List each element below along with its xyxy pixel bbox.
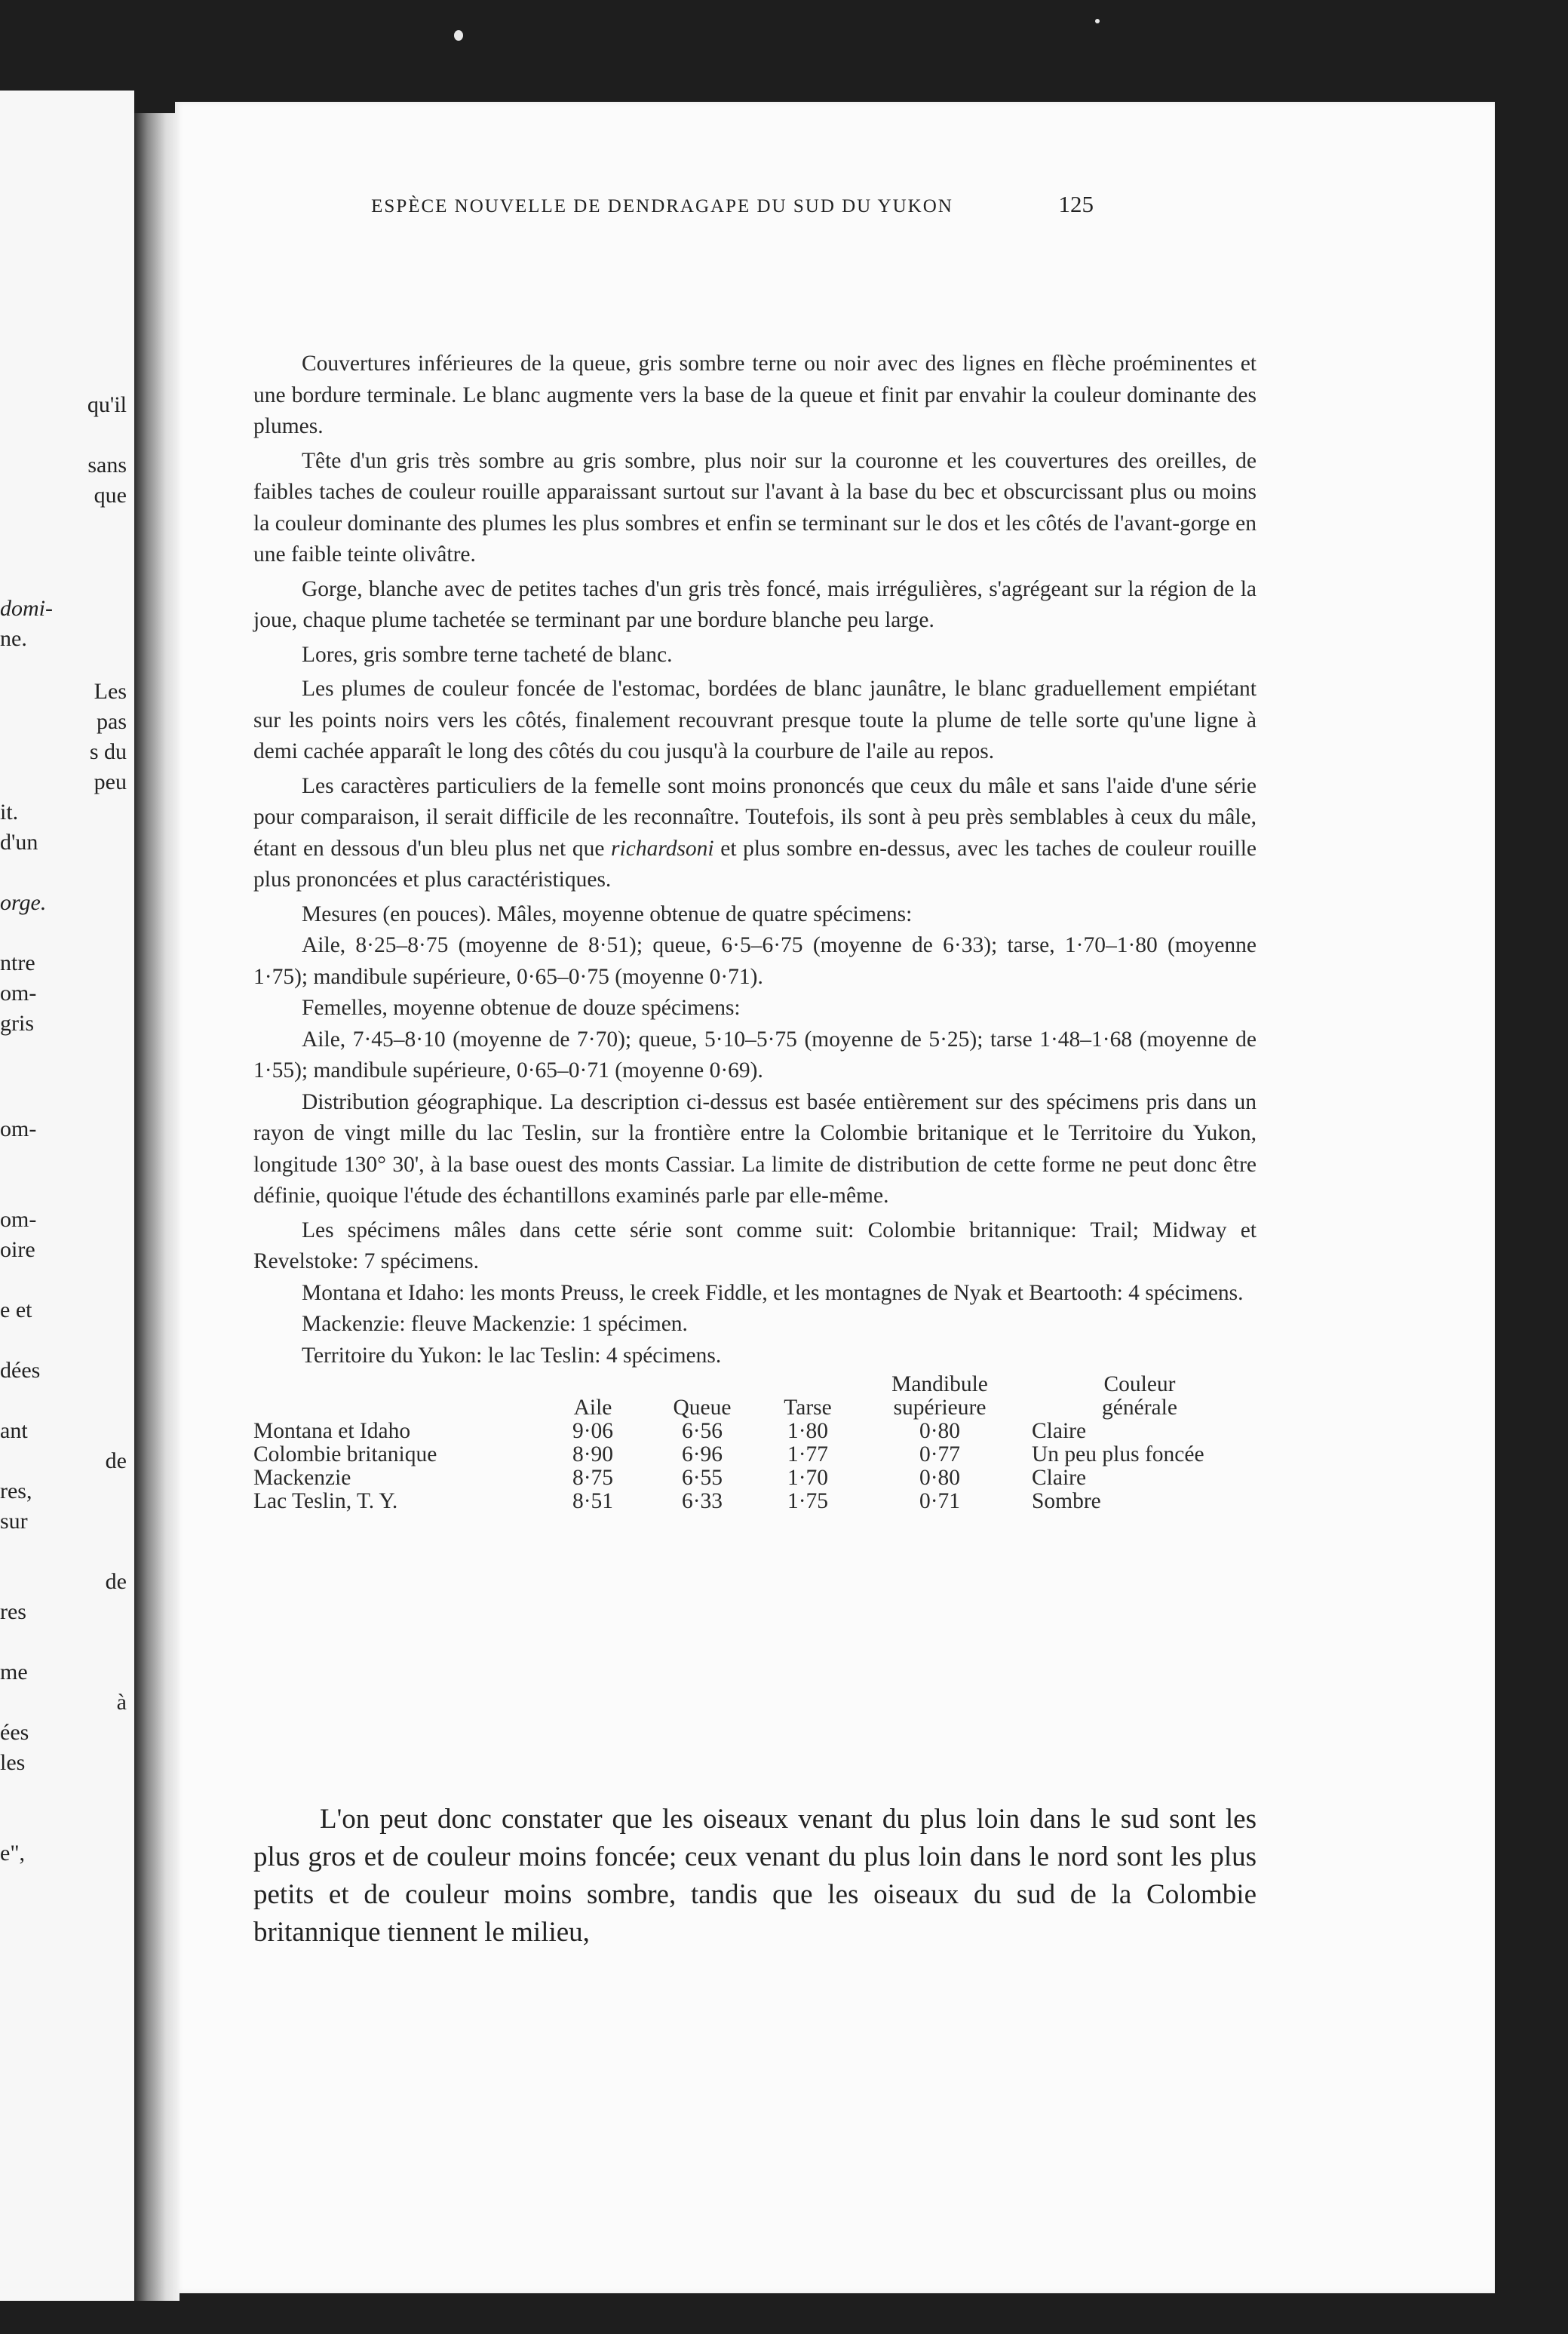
closing-paragraph xyxy=(253,1801,1257,1952)
cut-off-text-fragment: Les xyxy=(94,679,127,704)
cut-off-text-fragment: de xyxy=(105,1569,127,1594)
paragraph-text: et plus sombre en-dessus, avec les taches de couleur rouille plus prononcées et plus caractéristiques. xyxy=(253,836,1257,892)
cut-off-text-fragment: om- xyxy=(0,981,37,1006)
measurements-table xyxy=(253,1373,1257,1513)
mandibule-value: 0·77 xyxy=(919,1442,961,1466)
cut-off-text-fragment: dées xyxy=(0,1358,41,1383)
header-line: Couleur xyxy=(1103,1372,1176,1396)
row-location: Lac Teslin, T. Y. xyxy=(253,1489,398,1513)
cut-off-text-fragment: à xyxy=(116,1690,127,1715)
paragraph: Gorge, blanche avec de petites taches d'un gris très foncé, mais irrégulières, s'agrégeant sur la région de la joue, chaque plume tachetée se terminant par une bordure blanche peu large. xyxy=(253,576,1257,632)
cut-off-text-fragment: res xyxy=(0,1599,26,1624)
queue-value: 6·56 xyxy=(681,1419,723,1443)
book-gutter xyxy=(134,113,180,2301)
queue-value: 6·33 xyxy=(681,1489,723,1513)
dust-speck xyxy=(454,30,463,41)
cut-off-text-fragment: gris xyxy=(0,1011,34,1036)
row-location: Colombie britanique xyxy=(253,1442,437,1466)
cut-off-text-fragment: om- xyxy=(0,1207,37,1232)
paragraph: Mackenzie: fleuve Mackenzie: 1 spécimen. xyxy=(302,1312,688,1336)
dust-speck xyxy=(1095,19,1100,23)
cut-off-text-fragment: que xyxy=(94,483,127,508)
table-header xyxy=(857,1373,1023,1420)
paragraph: Les spécimens mâles dans cette série sont comme suit: Colombie britannique: Trail; Midway et Revelstoke: 7 spécimens. xyxy=(253,1218,1257,1273)
cut-off-text-fragment: ées xyxy=(0,1720,29,1745)
row-location: Mackenzie xyxy=(253,1466,351,1490)
mandibule-value: 0·71 xyxy=(919,1489,961,1513)
table-header: Queue xyxy=(673,1396,732,1420)
cut-off-text-fragment: sans xyxy=(87,453,127,478)
cut-off-text-fragment: d'un xyxy=(0,830,38,855)
cut-off-text-fragment: qu'il xyxy=(87,392,127,417)
paragraph: Territoire du Yukon: le lac Teslin: 4 spécimens. xyxy=(302,1343,722,1368)
couleur-value: Sombre xyxy=(1032,1489,1101,1513)
tarse-value: 1·70 xyxy=(787,1466,829,1490)
cut-off-text-fragment: it. xyxy=(0,800,19,825)
cut-off-text-fragment: ntre xyxy=(0,950,35,975)
header-line: Mandibule xyxy=(891,1372,988,1396)
table-header xyxy=(1023,1373,1257,1420)
cut-off-text-fragment: les xyxy=(0,1750,26,1775)
table-header-blank xyxy=(253,1373,540,1420)
aile-value: 8·51 xyxy=(572,1489,614,1513)
mandibule-value: 0·80 xyxy=(919,1419,961,1443)
header-line: supérieure xyxy=(893,1396,987,1420)
paragraph: Montana et Idaho: les monts Preuss, le creek Fiddle, et les montagnes de Nyak et Beartooth: 4 spécimens. xyxy=(302,1280,1244,1305)
running-head: ESPÈCE NOUVELLE DE DENDRAGAPE DU SUD DU YUKON xyxy=(371,196,953,217)
cut-off-text-fragment: e", xyxy=(0,1841,26,1866)
paragraph: Couvertures inférieures de la queue, gris sombre terne ou noir avec des lignes en flèche proéminentes et une bordure terminale. Le blanc augmente vers la base de la queue et finit par envahir la couleur dominante des plumes. xyxy=(253,352,1257,438)
paragraph: Aile, 7·45–8·10 (moyenne de 7·70); queue, 5·10–5·75 (moyenne de 5·25); tarse 1·48–1·68 (moyenne de 1·55); mandibule supérieure, 0·65–0·71 (moyenne 0·69). xyxy=(253,1027,1257,1083)
cut-off-text-fragment: pas xyxy=(97,709,127,734)
cut-off-text-fragment: s du xyxy=(89,739,127,764)
cut-off-text-fragment: domi- xyxy=(0,596,53,621)
table-row xyxy=(253,1443,1257,1466)
paragraph: Lores, gris sombre terne tacheté de blanc. xyxy=(302,642,673,667)
cut-off-text-fragment: oire xyxy=(0,1237,35,1262)
cut-off-text-fragment: ant xyxy=(0,1418,28,1443)
table-row xyxy=(253,1420,1257,1443)
paragraph: Mesures (en pouces). Mâles, moyenne obtenue de quatre spécimens: xyxy=(302,901,913,926)
cut-off-text-fragment: peu xyxy=(94,769,127,794)
cut-off-text-fragment: e et xyxy=(0,1298,32,1322)
table-row xyxy=(253,1466,1257,1490)
paragraph xyxy=(253,771,1257,896)
paragraph: Femelles, moyenne obtenue de douze spécimens: xyxy=(302,996,741,1020)
couleur-value: Un peu plus foncée xyxy=(1032,1442,1204,1466)
header-line: générale xyxy=(1102,1396,1177,1420)
previous-page-strip xyxy=(0,91,134,2301)
aile-value: 9·06 xyxy=(572,1419,614,1443)
paragraph: Distribution géographique. La description ci-dessus est basée entièrement sur des spécimens pris dans un rayon de vingt mille du lac Teslin, sur la frontière entre la Colombie britanique et le Territoire du Yukon, longitude 130° 30', à la base ouest des monts Cassiar. La limite de distribution de cette forme ne peut donc être définie, quoique l'étude des échantillons examinés parle par elle-même. xyxy=(253,1089,1257,1208)
species-name: richardsoni xyxy=(611,836,714,861)
cut-off-text-fragment: om- xyxy=(0,1116,37,1141)
tarse-value: 1·75 xyxy=(787,1489,829,1513)
tarse-value: 1·80 xyxy=(787,1419,829,1443)
queue-value: 6·96 xyxy=(681,1442,723,1466)
table-header-row xyxy=(253,1373,1257,1420)
queue-value: 6·55 xyxy=(681,1466,723,1490)
paragraph: L'on peut donc constater que les oiseaux venant du plus loin dans le sud sont les plus gros et de couleur moins foncée; ceux venant du plus loin dans le nord sont les plus petits et de couleur moins sombre, tandis que les oiseaux du sud de la Colombie britannique tiennent le milieu, xyxy=(253,1804,1257,1948)
page-number: 125 xyxy=(1058,191,1094,217)
aile-value: 8·75 xyxy=(572,1466,614,1490)
cut-off-text-fragment: de xyxy=(105,1448,127,1473)
cut-off-text-fragment: ne. xyxy=(0,626,27,651)
aile-value: 8·90 xyxy=(572,1442,614,1466)
paragraph: Aile, 8·25–8·75 (moyenne de 8·51); queue, 6·5–6·75 (moyenne de 6·33); tarse, 1·70–1·80 (moyenne 1·75); mandibule supérieure, 0·65–0·75 (moyenne 0·71). xyxy=(253,933,1257,989)
paragraph: Tête d'un gris très sombre au gris sombre, plus noir sur la couronne et les couvertures des oreilles, de faibles taches de couleur rouille apparaissant surtout sur l'avant à la base du bec et obscurcissant plus ou moins la couleur dominante des plumes les plus sombres et enfin se terminant sur le dos et les côtés de l'avant-gorge en une faible teinte olivâtre. xyxy=(253,448,1257,567)
cut-off-text-fragment: res, xyxy=(0,1479,32,1503)
couleur-value: Claire xyxy=(1032,1466,1087,1490)
paragraph-text: Les caractères particuliers de la femelle sont moins prononcés que ceux du mâle et sans l'aide d'une série pour comparaison, il serait difficile de les reconnaître. Toutefois, ils sont à peu près semblables à ceux du mâle, étant en dessous d'un bleu plus net que xyxy=(253,773,1257,861)
tarse-value: 1·77 xyxy=(787,1442,829,1466)
cut-off-text-fragment: sur xyxy=(0,1509,28,1534)
couleur-value: Claire xyxy=(1032,1419,1087,1443)
cut-off-text-fragment: orge. xyxy=(0,890,47,915)
body-text xyxy=(253,349,1257,1513)
table-header: Tarse xyxy=(784,1396,832,1420)
mandibule-value: 0·80 xyxy=(919,1466,961,1490)
table-row xyxy=(253,1490,1257,1513)
table-header: Aile xyxy=(573,1396,612,1420)
cut-off-text-fragment: me xyxy=(0,1660,28,1684)
row-location: Montana et Idaho xyxy=(253,1419,411,1443)
paragraph: Les plumes de couleur foncée de l'estomac, bordées de blanc jaunâtre, le blanc graduellement empiétant sur les points noirs vers les côtés, finalement recouvrant presque toute la plume de telle sorte qu'une ligne à demi cachée apparaît le long des côtés du cou jusqu'à la courbure de l'aile au repos. xyxy=(253,677,1257,763)
